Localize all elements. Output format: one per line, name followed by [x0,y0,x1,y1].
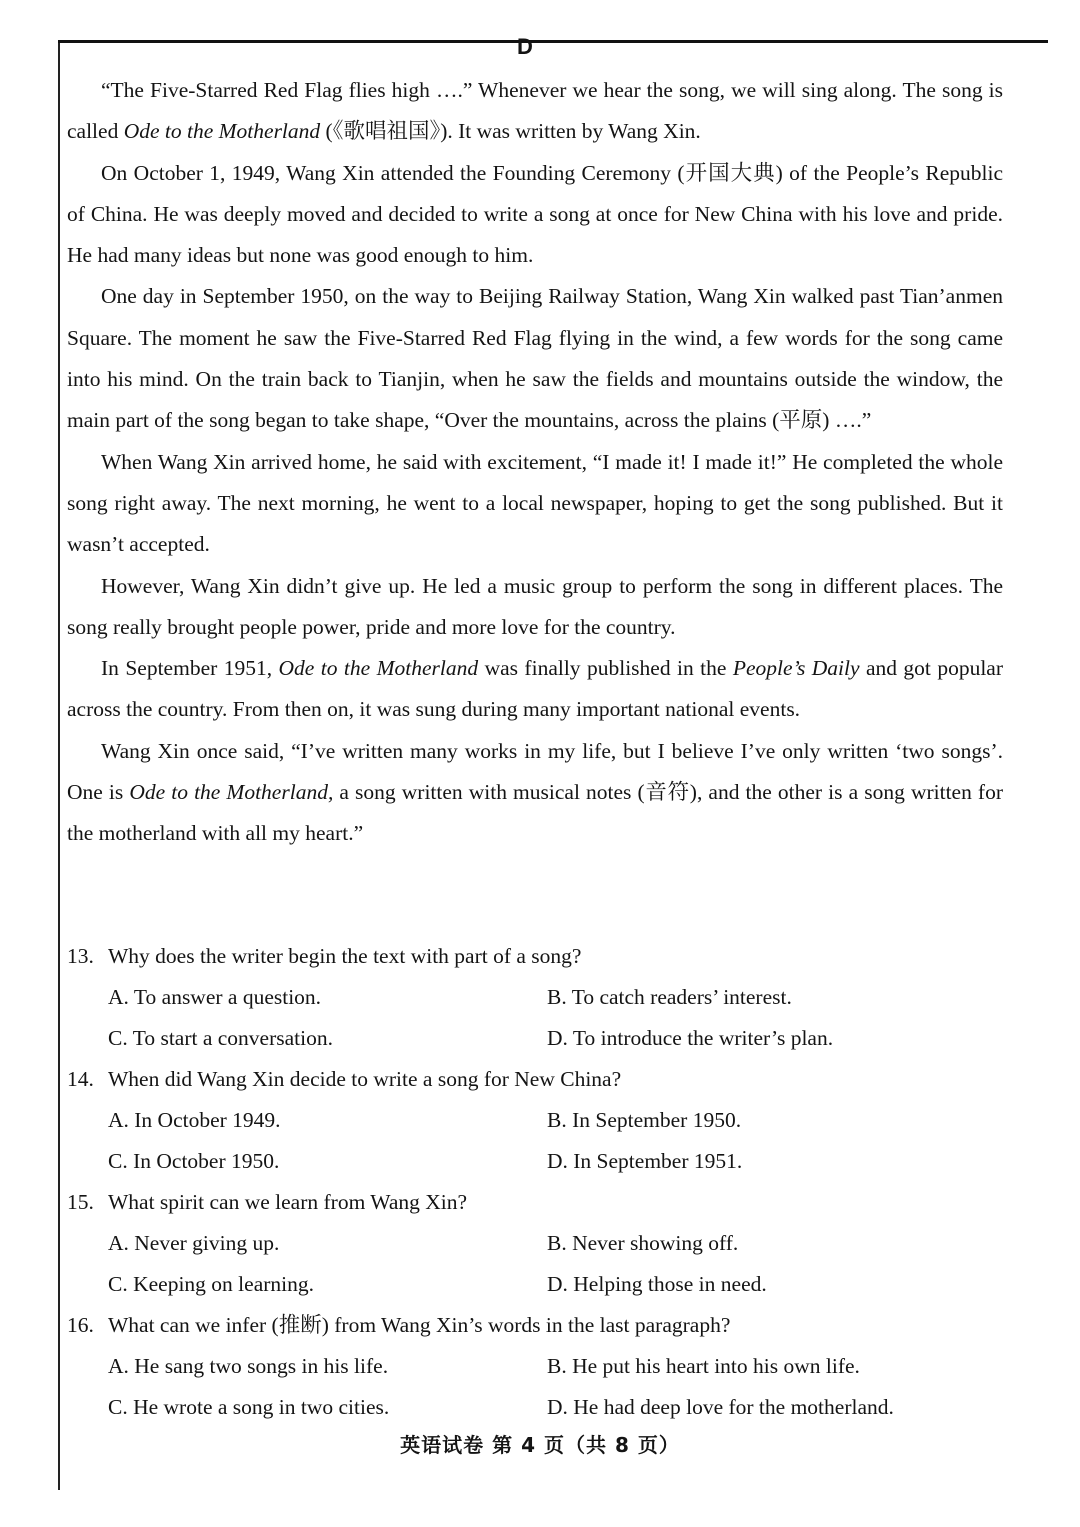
option-a[interactable]: A. He sang two songs in his life. [108,1354,389,1378]
option-a[interactable]: A. Never giving up. [108,1231,280,1255]
left-border-line [58,43,60,1490]
question-number: 13. [67,944,94,968]
option-d[interactable]: D. Helping those in need. [547,1272,767,1296]
question-number: 14. [67,1067,94,1091]
question-stem: 13. Why does the writer begin the text with part of a song? [67,936,1003,977]
option-d[interactable]: D. To introduce the writer’s plan. [547,1026,834,1050]
question-number: 15. [67,1190,94,1214]
question-list [67,936,1003,1428]
option-a[interactable]: A. In October 1949. [108,1108,281,1132]
question-number: 16. [67,1313,94,1337]
question-14 [67,1059,1003,1182]
passage-paragraph-1: “The Five-Starred Red Flag flies high ….” Whenever we hear the song, we will sing along. The song is called Ode to the Motherland (《歌唱祖国》). It was written by Wang Xin. [67,78,1003,144]
option-c[interactable]: C. He wrote a song in two cities. [108,1395,390,1419]
option-d[interactable]: D. In September 1951. [547,1149,743,1173]
question-16 [67,1305,1003,1428]
question-15 [67,1182,1003,1305]
song-title: Ode to the Motherland [123,119,321,144]
option-a[interactable]: A. To answer a question. [108,985,322,1009]
option-d[interactable]: D. He had deep love for the motherland. [547,1395,894,1419]
option-b[interactable]: B. Never showing off. [547,1231,739,1255]
passage-paragraph-6: In September 1951, Ode to the Motherland was finally published in the People’s Daily and got popular across the country. From then on, it was sung during many important national events. [67,656,1004,722]
passage-paragraph-2: On October 1, 1949, Wang Xin attended the Founding Ceremony (开国大典) of the People’s Republic of China. He was deeply moved and decided to write a song at once for New China with his love and pride. He had many ideas but none was good enough to him. [67,160,1003,268]
passage-paragraph-7: Wang Xin once said, “I’ve written many works in my life, but I believe I’ve only written ‘two songs’. One is Ode to the Motherland, a song written with musical notes (音符), and the other is a song written for the motherland with all my heart.” [67,738,1004,846]
top-border-line [58,40,1048,43]
option-group [67,1100,1003,1182]
passage-paragraph-3: One day in September 1950, on the way to Beijing Railway Station, Wang Xin walked past Tian’anmen Square. The moment he saw the Five-Starred Red Flag flying in the wind, a few words for the song came into his mind. On the train back to Tianjin, when he saw the fields and mountains outside the window, the main part of the song began to take shape, “Over the mountains, across the plains (平原) ….” [67,284,1003,433]
question-13 [67,936,1003,1059]
newspaper-title: People’s Daily [732,656,860,681]
option-c[interactable]: C. In October 1950. [108,1149,280,1173]
question-stem: 16. What can we infer (推断) from Wang Xin’s words in the last paragraph? [67,1305,1003,1346]
option-group [67,1346,1003,1428]
passage-paragraph-5: However, Wang Xin didn’t give up. He led a music group to perform the song in different places. The song really brought people power, pride and more love for the country. [67,573,1003,639]
passage-paragraph-4: When Wang Xin arrived home, he said with excitement, “I made it! I made it!” He completed the whole song right away. The next morning, he went to a local newspaper, hoping to get the song published. But it wasn’t accepted. [67,449,1003,557]
reading-passage [67,70,1003,855]
page-footer: 英语试卷 第 4 页（共 8 页） [400,1433,680,1457]
option-c[interactable]: C. Keeping on learning. [108,1272,314,1296]
song-title: Ode to the Motherland, [129,780,334,805]
question-stem: 15. What spirit can we learn from Wang Xin? [67,1182,1003,1223]
option-b[interactable]: B. To catch readers’ interest. [547,985,792,1009]
song-title: Ode to the Motherland [278,656,479,681]
question-stem: 14. When did Wang Xin decide to write a song for New China? [67,1059,1003,1100]
option-b[interactable]: B. In September 1950. [547,1108,742,1132]
option-c[interactable]: C. To start a conversation. [108,1026,333,1050]
section-letter: D [517,34,533,59]
option-group [67,977,1003,1059]
option-b[interactable]: B. He put his heart into his own life. [547,1354,860,1378]
option-group [67,1223,1003,1305]
